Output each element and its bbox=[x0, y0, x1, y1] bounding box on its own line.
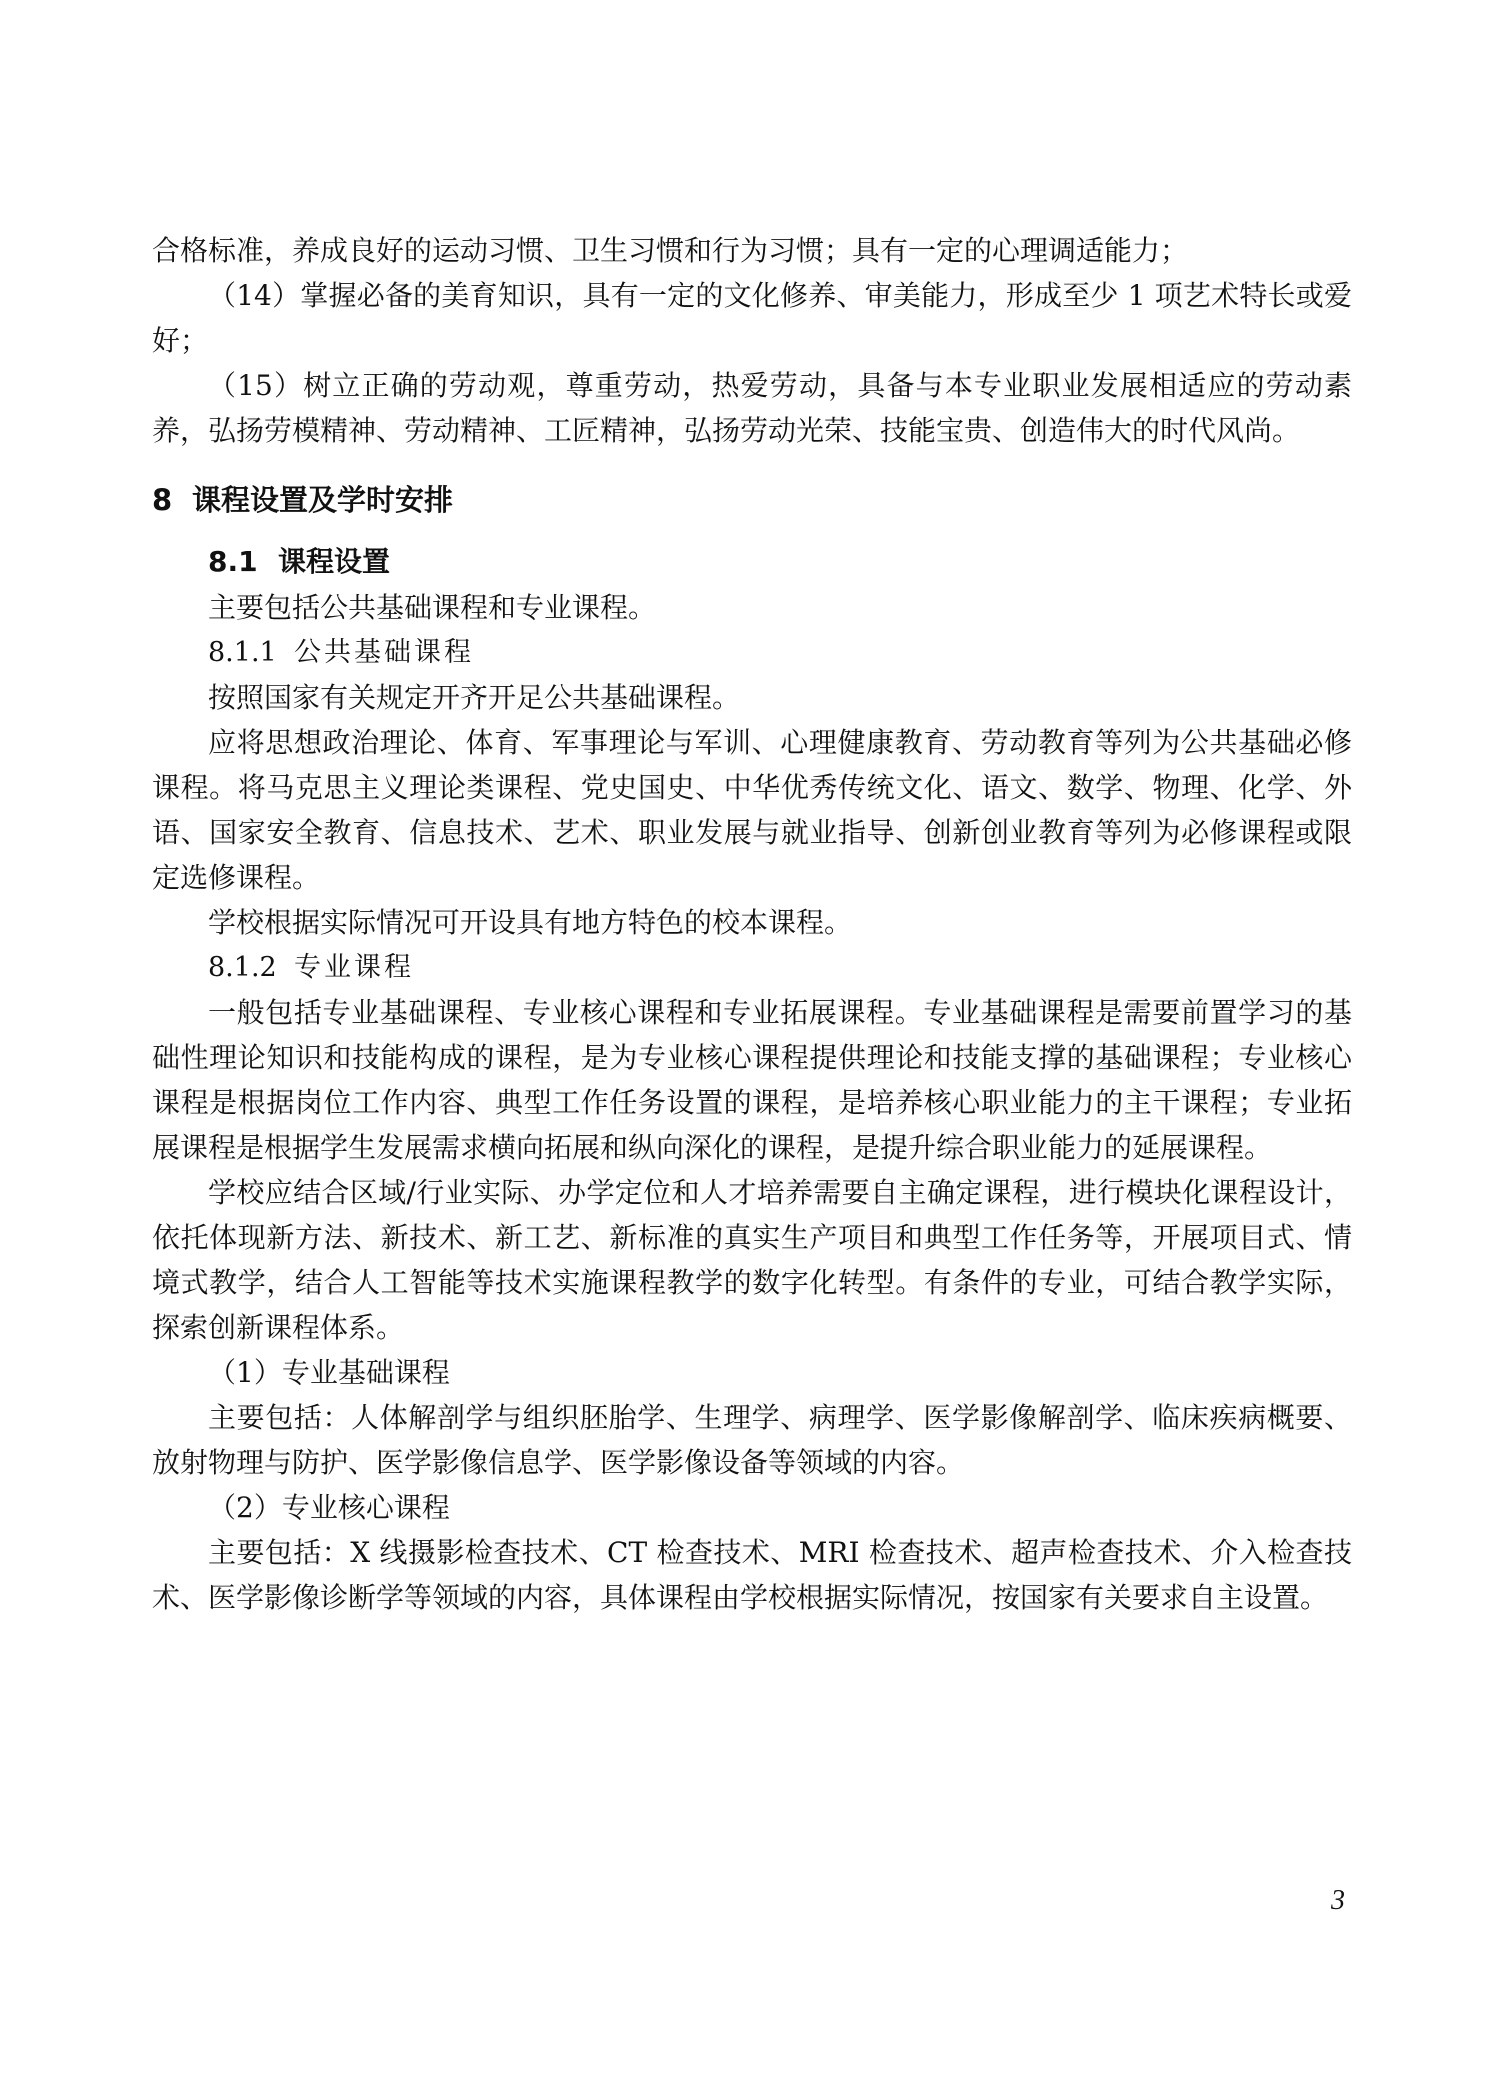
paragraph-item-14: （14）掌握必备的美育知识，具有一定的文化修养、审美能力，形成至少 1 项艺术特长或爱好； bbox=[152, 279, 1352, 357]
paragraph: 一般包括专业基础课程、专业核心课程和专业拓展课程。专业基础课程是需要前置学习的基础性理论知识和技能构成的课程，是为专业核心课程提供理论和技能支撑的基础课程；专业核心课程是根据岗位工作内容、典型工作任务设置的课程，是培养核心职业能力的主干课程；专业拓展课程是根据学生发展需求横向拓展和纵向深化的课程，是提升综合职业能力的延展课程。 bbox=[152, 996, 1352, 1164]
paragraph: 主要包括：人体解剖学与组织胚胎学、生理学、病理学、医学影像解剖学、临床疾病概要、放射物理与防护、医学影像信息学、医学影像设备等领域的内容。 bbox=[152, 1401, 1352, 1479]
section-8-1-intro: 主要包括公共基础课程和专业课程。 bbox=[208, 591, 657, 624]
section-8-heading bbox=[152, 475, 1352, 525]
section-8-1-number: 8.1 bbox=[208, 545, 258, 578]
section-8-1-1-number: 8.1.1 bbox=[208, 637, 277, 668]
section-8-number: 8 bbox=[152, 483, 173, 517]
section-8-1-title: 课程设置 bbox=[278, 545, 391, 578]
paragraph-continued: 合格标准，养成良好的运动习惯、卫生习惯和行为习惯；具有一定的心理调适能力； bbox=[152, 234, 1189, 267]
section-8-1-2-title: 专业课程 bbox=[294, 952, 414, 983]
paragraph: 按照国家有关规定开齐开足公共基础课程。 bbox=[208, 681, 741, 714]
section-8-1-2-heading bbox=[152, 945, 1352, 990]
paragraph: 学校根据实际情况可开设具有地方特色的校本课程。 bbox=[208, 906, 853, 939]
section-8-1-1-heading bbox=[152, 630, 1352, 675]
subheading-core-courses: （2）专业核心课程 bbox=[208, 1491, 450, 1524]
section-8-1-heading bbox=[152, 539, 1352, 585]
section-8-1-2-number: 8.1.2 bbox=[208, 952, 277, 983]
paragraph-item-15: （15）树立正确的劳动观，尊重劳动，热爱劳动，具备与本专业职业发展相适应的劳动素养，弘扬劳模精神、劳动精神、工匠精神，弘扬劳动光荣、技能宝贵、创造伟大的时代风尚。 bbox=[152, 369, 1352, 447]
section-8-title: 课程设置及学时安排 bbox=[192, 483, 454, 517]
page-content bbox=[152, 228, 1352, 1620]
subheading-basic-courses: （1）专业基础课程 bbox=[208, 1356, 450, 1389]
page-number: 3 bbox=[1331, 1885, 1345, 1916]
paragraph: 主要包括：X 线摄影检查技术、CT 检查技术、MRI 检查技术、超声检查技术、介入检查技术、医学影像诊断学等领域的内容，具体课程由学校根据实际情况，按国家有关要求自主设置。 bbox=[152, 1536, 1352, 1614]
paragraph: 应将思想政治理论、体育、军事理论与军训、心理健康教育、劳动教育等列为公共基础必修课程。将马克思主义理论类课程、党史国史、中华优秀传统文化、语文、数学、物理、化学、外语、国家安全教育、信息技术、艺术、职业发展与就业指导、创新创业教育等列为必修课程或限定选修课程。 bbox=[152, 726, 1352, 894]
section-8-1-1-title: 公共基础课程 bbox=[294, 637, 474, 668]
paragraph: 学校应结合区域/行业实际、办学定位和人才培养需要自主确定课程，进行模块化课程设计，依托体现新方法、新技术、新工艺、新标准的真实生产项目和典型工作任务等，开展项目式、情境式教学，结合人工智能等技术实施课程教学的数字化转型。有条件的专业，可结合教学实际，探索创新课程体系。 bbox=[152, 1176, 1352, 1344]
